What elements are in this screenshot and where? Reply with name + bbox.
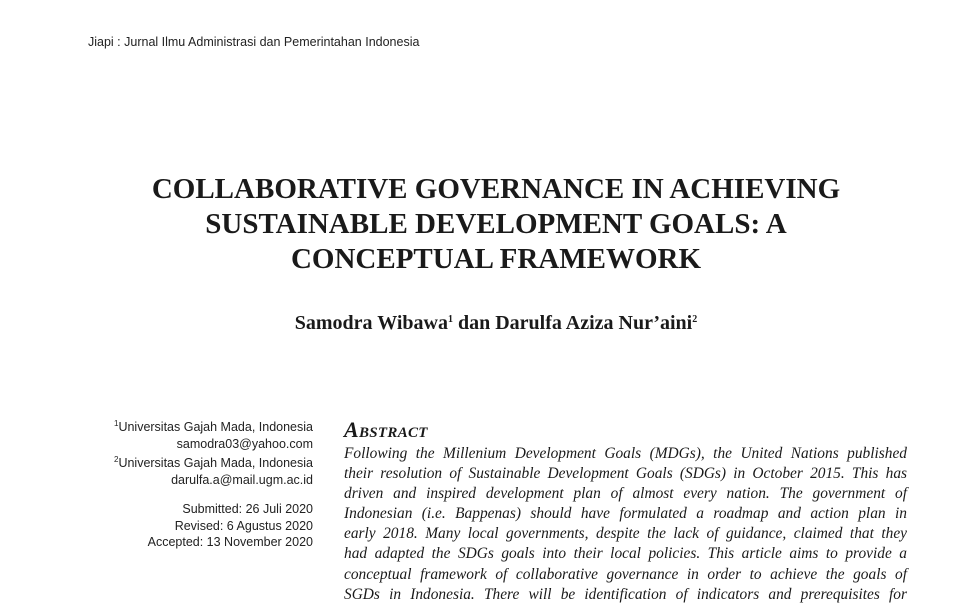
abstract-line: SGDs in Indonesia. There will be identification of indicators and prerequisites for	[344, 585, 907, 603]
submitted-date: Submitted: 26 Juli 2020	[182, 502, 313, 516]
accepted-date: Accepted: 13 November 2020	[147, 535, 313, 549]
abstract-line: Following the Millenium Development Goals (MDGs), the United Nations published	[344, 445, 907, 462]
affiliation-email: samodra03@yahoo.com	[176, 436, 313, 451]
title-line: COLLABORATIVE GOVERNANCE IN ACHIEVING	[151, 173, 841, 205]
abstract-text	[344, 444, 907, 605]
affiliation-institution: $^2$Universitas Gajah Mada, Indonesia	[113, 455, 313, 470]
author-conjunction: dan	[452, 312, 496, 334]
affiliation-email: darulfa.a@mail.ugm.ac.id	[171, 472, 313, 487]
affiliation-institution: $^1$Universitas Gajah Mada, Indonesia	[113, 419, 313, 434]
abstract-heading: Abstract	[344, 417, 428, 442]
abstract-line: Indonesian (i.e. Bappenas) should have formulated a roadmap and action plan in	[344, 505, 907, 523]
author-affil-marker: 2	[692, 314, 698, 325]
author-list	[60, 312, 932, 335]
author-name: Darulfa Aziza Nur’aini	[495, 312, 693, 334]
paper-title	[60, 172, 932, 277]
author-name: Samodra Wibawa	[294, 312, 448, 334]
author-affil-marker: 1	[447, 314, 453, 325]
title-line: CONCEPTUAL FRAMEWORK	[290, 243, 702, 275]
abstract-line: early 2018. Many local governments, despite the lack of guidance, claimed that they	[344, 525, 907, 543]
revised-date: Revised: 6 Agustus 2020	[174, 518, 313, 533]
journal-header: Jiapi : Jurnal Ilmu Administrasi dan Pemerintahan Indonesia	[88, 35, 420, 49]
title-line: SUSTAINABLE DEVELOPMENT GOALS: A	[205, 208, 787, 240]
abstract-line: conceptual framework of collaborative governance in order to achieve the goals of	[344, 565, 907, 583]
abstract-line: driven and inspired development plan of almost every nation. The government of	[344, 485, 907, 503]
abstract-line: their resolution of Sustainable Development Goals (SDGs) in October 2015. This has	[344, 465, 907, 483]
affiliation-block	[53, 416, 313, 551]
abstract-line: had adapted the SDGs goals into their local policies. This article aims to provide a	[344, 545, 907, 563]
